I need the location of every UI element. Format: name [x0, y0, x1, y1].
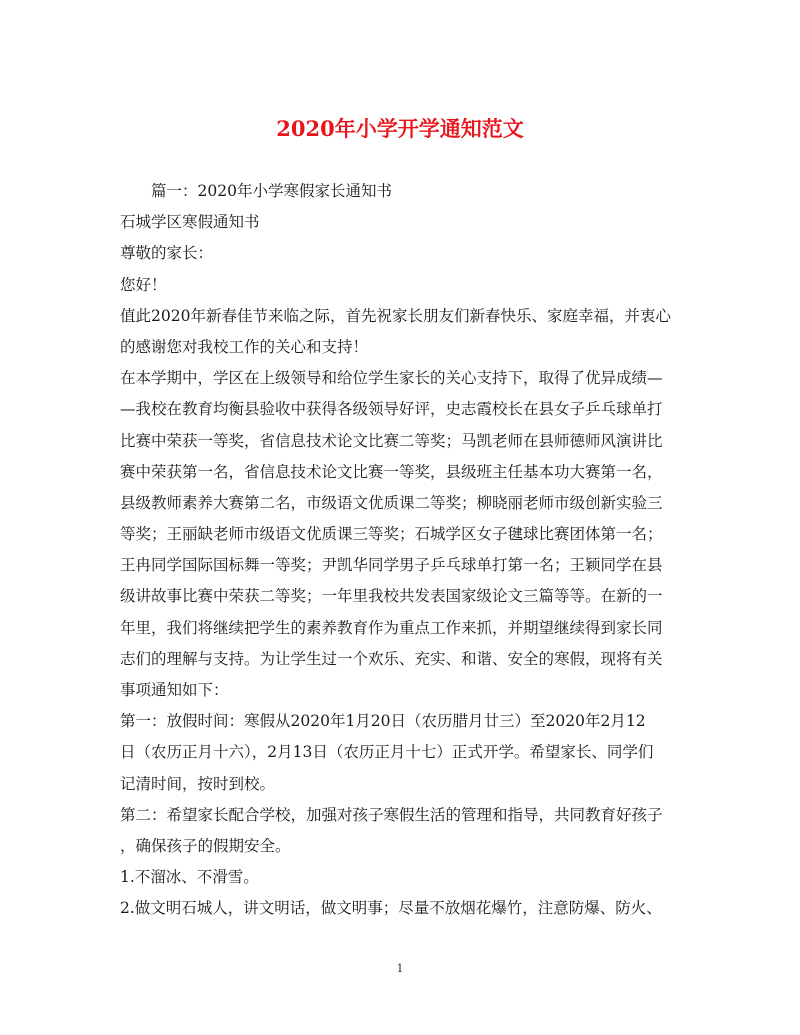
- body-line: 王冉同学国际国标舞一等奖；尹凯华同学男子乒乓球单打第一名；王颖同学在县: [120, 556, 663, 575]
- document-title: 2020年小学开学通知范文: [276, 116, 524, 141]
- salutation: 尊敬的家长：: [120, 244, 214, 263]
- page-number: 1: [396, 962, 404, 975]
- body-line: 在本学期中，学区在上级领导和给位学生家长的关心支持下，取得了优异成绩—: [120, 369, 663, 388]
- body-line: ，确保孩子的假期安全。: [120, 836, 291, 855]
- body-line: 第二：希望家长配合学校，加强对孩子寒假生活的管理和指导，共同教育好孩子: [120, 805, 663, 824]
- body-line: 比赛中荣获一等奖，省信息技术论文比赛二等奖；马凯老师在县师德师风演讲比: [120, 431, 663, 450]
- body-line: —我校在教育均衡县验收中获得各级领导好评，史志霞校长在县女子乒乓球单打: [120, 400, 663, 419]
- body-line: 第一：放假时间：寒假从2020年1月20日（农历腊月廿三）至2020年2月12: [120, 712, 646, 731]
- body-line: 等奖；王丽缺老师市级语文优质课三等奖；石城学区女子毽球比赛团体第一名；: [120, 525, 663, 544]
- body-line: 志们的理解与支持。为让学生过一个欢乐、充实、和谐、安全的寒假，现将有关: [120, 649, 663, 668]
- body-line: 的感谢您对我校工作的关心和支持！: [120, 337, 369, 356]
- body-line: 日（农历正月十六），2月13日（农历正月十七）正式开学。希望家长、同学们: [120, 743, 654, 762]
- document-body: [120, 176, 680, 925]
- list-item: 1.不溜冰、不滑雪。: [120, 868, 259, 887]
- body-line: 年里，我们将继续把学生的素养教育作为重点工作来抓，并期望继续得到家长同: [120, 618, 663, 637]
- greeting: 您好！: [120, 275, 167, 294]
- body-line: 县级教师素养大赛第二名，市级语文优质课二等奖；柳晓丽老师市级创新实验三: [120, 493, 663, 512]
- body-line: 事项通知如下：: [120, 681, 229, 699]
- body-line: 记清时间，按时到校。: [120, 774, 276, 793]
- body-line: 赛中荣获第一名，省信息技术论文比赛一等奖，县级班主任基本功大赛第一名，: [120, 462, 663, 481]
- section-heading: 篇一：2020年小学寒假家长通知书: [151, 182, 392, 200]
- list-item: 2.做文明石城人，讲文明话，做文明事；尽量不放烟花爆竹，注意防爆、防火、: [120, 899, 662, 918]
- body-line: 级讲故事比赛中荣获二等奖；一年里我校共发表国家级论文三篇等等。在新的一: [120, 587, 663, 606]
- body-line: 值此2020年新春佳节来临之际，首先祝家长朋友们新春快乐、家庭幸福，并衷心: [120, 306, 671, 325]
- notice-heading: 石城学区寒假通知书: [120, 213, 260, 232]
